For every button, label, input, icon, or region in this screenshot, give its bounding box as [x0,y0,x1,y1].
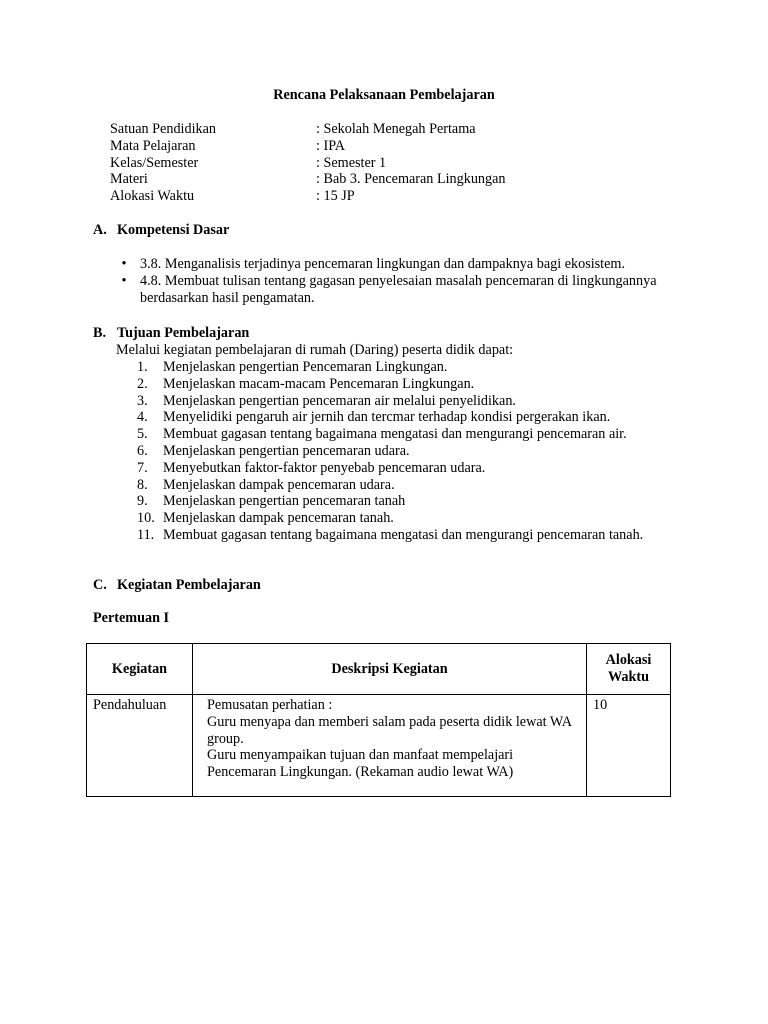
list-item [137,443,677,460]
description-line: Guru menyapa dan memberi salam pada peserta didik lewat WA group. [207,713,572,747]
item-number: 7. [137,459,148,476]
list-item [137,477,677,494]
objective-text: Menyebutkan faktor-faktor penyebab pencemaran udara. [163,459,486,476]
time-cell [587,695,671,797]
list-item [137,409,677,426]
list-item [137,510,677,527]
objective-text: Menjelaskan macam-macam Pencemaran Lingkungan. [163,375,475,392]
meeting-title: Pertemuan I [93,610,170,626]
time-value: 10 [593,697,608,713]
item-number: 10. [137,510,155,527]
item-number: 6. [137,442,148,459]
item-number: 1. [137,359,148,375]
competency-list [118,256,698,306]
description-line: Guru menyampaikan tujuan dan manfaat mempelajari Pencemaran Lingkungan. (Rekaman audio lewat WA) [207,747,514,781]
column-header-activity: Kegiatan [87,644,193,695]
identity-label: Mata Pelajaran [110,137,196,154]
column-header-time [587,644,671,695]
item-number: 3. [137,392,148,409]
objective-text: Menjelaskan dampak pencemaran tanah. [163,510,394,527]
item-number: 2. [137,375,148,392]
identity-value: : Sekolah Menegah Pertama [316,121,476,137]
table-header-row [87,644,671,695]
competency-text: 3.8. Menganalisis terjadinya pencemaran lingkungan dan dampaknya bagi ekosistem. [140,256,625,272]
item-number: 9. [137,493,148,510]
identity-block [110,121,506,205]
identity-value: : Bab 3. Pencemaran Lingkungan [316,171,506,188]
activities-table [86,643,671,797]
description-text [193,695,586,781]
objective-text: Membuat gagasan tentang bagaimana mengatasi dan mengurangi pencemaran tanah. [163,526,644,543]
item-number: 11. [137,526,155,543]
list-item [137,460,677,477]
activity-cell [87,695,193,797]
section-heading-objectives [93,325,249,342]
section-letter: C. [93,577,107,593]
list-item [137,359,677,376]
objectives-intro: Melalui kegiatan pembelajaran di rumah (Daring) peserta didik dapat: [116,342,514,358]
identity-row [110,121,506,138]
item-number: 5. [137,426,148,443]
identity-label: Materi [110,171,148,188]
item-number: 8. [137,476,148,493]
identity-row [110,188,506,205]
section-title: Kegiatan Pembelajaran [117,577,261,593]
section-letter: B. [93,325,107,341]
list-item [137,376,677,393]
identity-row [110,155,506,172]
description-line: Pemusatan perhatian : [207,697,333,713]
section-title: Tujuan Pembelajaran [117,325,250,341]
identity-row [110,171,506,188]
section-heading-competencies [93,222,229,239]
list-item [137,426,677,443]
objective-text: Menjelaskan pengertian pencemaran air melalui penyelidikan. [163,392,516,409]
bullet-icon: • [121,272,127,289]
identity-value: : Semester 1 [316,154,387,171]
column-header-description: Deskripsi Kegiatan [193,644,587,695]
document-title: Rencana Pelaksanaan Pembelajaran [273,87,495,103]
identity-label: Kelas/Semester [110,154,199,171]
list-item [118,256,698,273]
competency-text: 4.8. Membuat tulisan tentang gagasan penyelesaian masalah pencemaran di lingkungannya berdasarkan hasil pengamatan. [140,272,657,306]
activity-name: Pendahuluan [93,697,167,713]
identity-label: Satuan Pendidikan [110,121,216,137]
objective-text: Membuat gagasan tentang bagaimana mengatasi dan mengurangi pencemaran air. [163,426,627,443]
identity-value: : 15 JP [316,188,355,205]
objective-text: Menjelaskan pengertian Pencemaran Lingkungan. [163,359,448,375]
list-item [137,493,677,510]
table-row [87,695,671,797]
identity-label: Alokasi Waktu [110,188,195,205]
list-item [137,527,677,544]
objective-text: Menjelaskan pengertian pencemaran udara. [163,442,410,459]
section-heading-activities [93,577,261,594]
column-header-time-line: Alokasi [605,652,652,669]
section-letter: A. [93,222,107,238]
description-cell [193,695,587,797]
identity-row [110,138,506,155]
item-number: 4. [137,409,148,426]
objective-text: Menjelaskan pengertian pencemaran tanah [163,493,406,510]
column-header-time-line: Waktu [607,669,649,685]
bullet-icon: • [121,256,127,272]
section-title: Kompetensi Dasar [117,222,230,238]
identity-value: : IPA [316,137,346,154]
list-item [118,273,698,307]
list-item [137,393,677,410]
objective-text: Menjelaskan dampak pencemaran udara. [163,476,395,493]
objectives-list [137,359,677,544]
objective-text: Menyelidiki pengaruh air jernih dan tercmar terhadap kondisi pergerakan ikan. [163,409,611,426]
